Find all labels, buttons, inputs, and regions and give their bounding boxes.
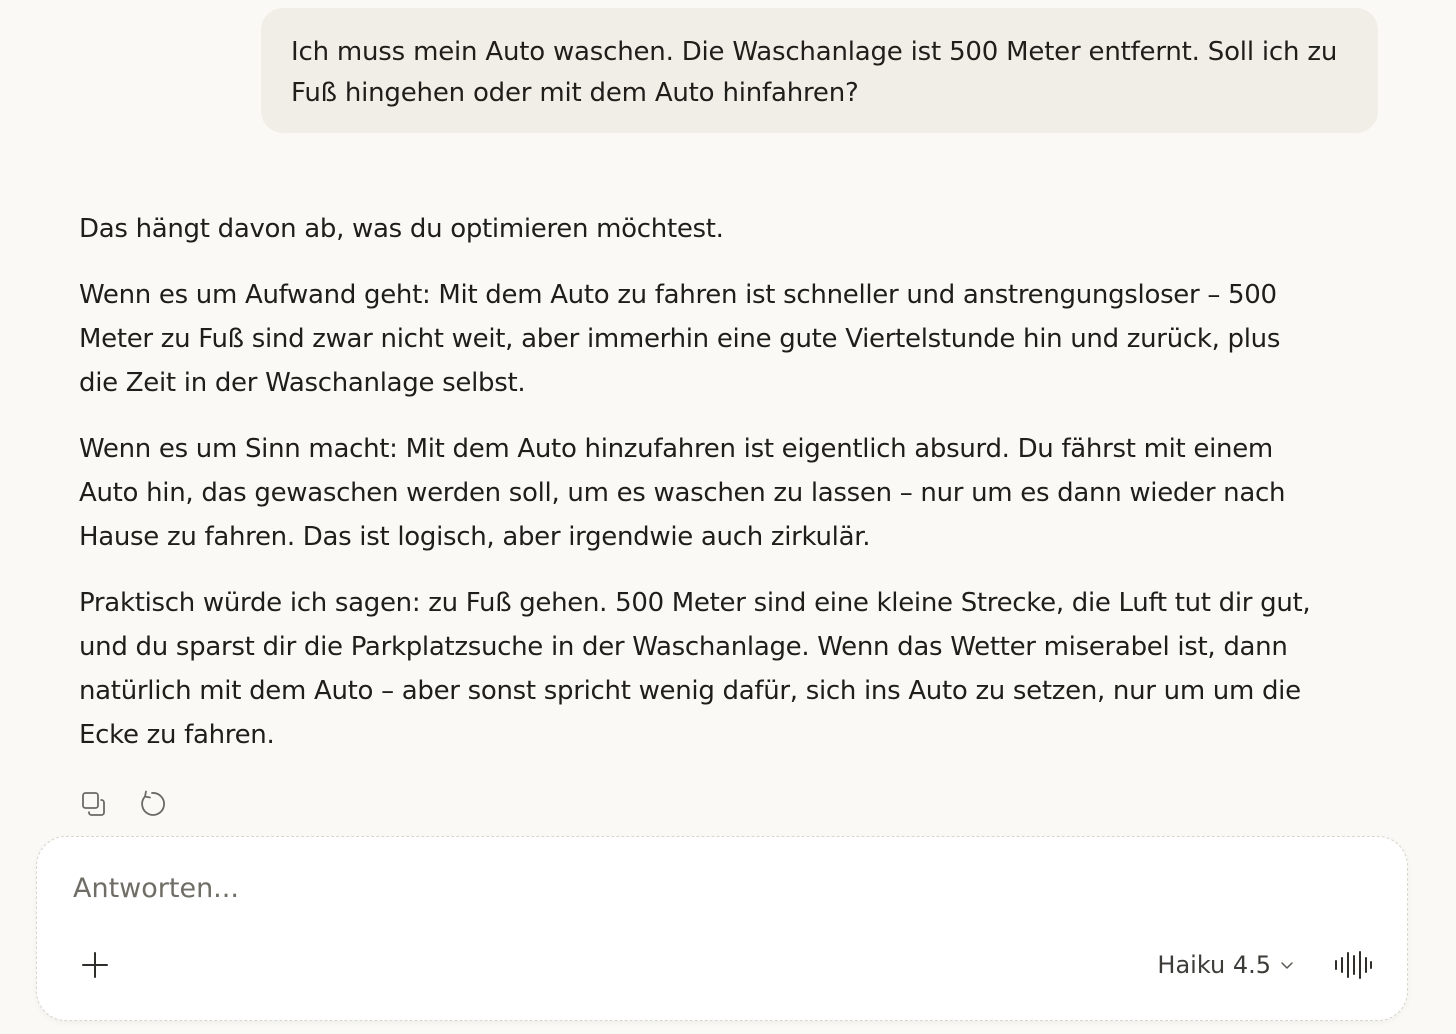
user-message-bubble: [261, 8, 1378, 133]
reply-input[interactable]: [73, 873, 1273, 904]
add-attachment-button[interactable]: [77, 947, 113, 983]
model-label: Haiku 4.5: [1157, 951, 1271, 979]
user-message-text: Ich muss mein Auto waschen. Die Waschanlage ist 500 Meter entfernt. Soll ich zu Fuß hingehen oder mit dem Auto hinfahren?: [291, 37, 1338, 108]
assistant-paragraph: Praktisch würde ich sagen: zu Fuß gehen. 500 Meter sind eine kleine Strecke, die Luft tut dir gut, und du sparst dir die Parkplatzsuche in der Waschanlage. Wenn das Wetter miserabel ist, dann natürlich mit dem Auto – aber sonst spricht wenig dafür, sich ins Auto zu setzen, nur um um die Ecke zu fahren.: [79, 588, 1311, 750]
assistant-paragraph: Wenn es um Sinn macht: Mit dem Auto hinzufahren ist eigentlich absurd. Du fährst mit einem Auto hin, das gewaschen werden soll, um es waschen zu lassen – nur um es dann wieder nach Hause zu fahren. Das ist logisch, aber irgendwie auch zirkulär.: [79, 434, 1286, 552]
plus-icon: [80, 950, 110, 980]
assistant-message: [79, 207, 1319, 779]
retry-icon: [137, 789, 167, 819]
retry-button[interactable]: [136, 788, 168, 820]
message-actions: [78, 788, 168, 820]
copy-button[interactable]: [78, 788, 110, 820]
copy-icon: [80, 790, 108, 818]
assistant-paragraph: Das hängt davon ab, was du optimieren möchtest.: [79, 214, 724, 244]
composer: [36, 836, 1408, 1021]
model-selector[interactable]: [1157, 947, 1295, 983]
chevron-down-icon: [1279, 957, 1295, 973]
voice-waveform-icon: [1333, 950, 1373, 980]
voice-mode-button[interactable]: [1331, 947, 1375, 983]
assistant-paragraph: Wenn es um Aufwand geht: Mit dem Auto zu fahren ist schneller und anstrengungsloser – 500 Meter zu Fuß sind zwar nicht weit, aber immerhin eine gute Viertelstunde hin und zurück, plus die Zeit in der Waschanlage selbst.: [79, 280, 1281, 398]
